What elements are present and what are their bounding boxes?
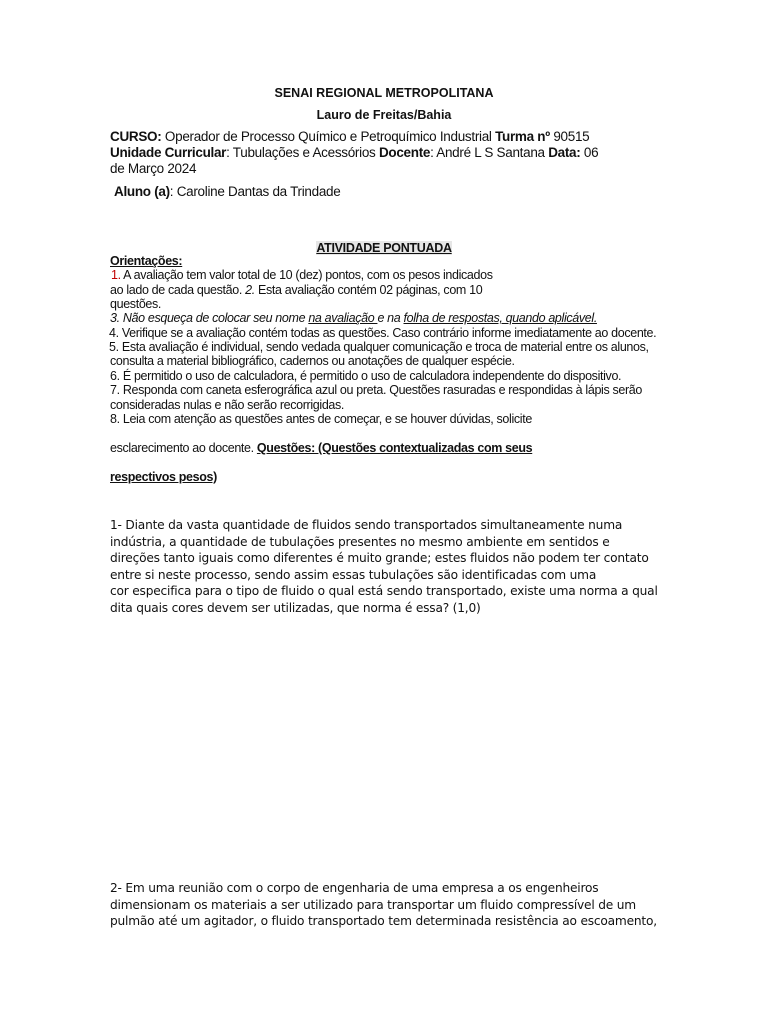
docente-label: Docente	[378, 145, 431, 160]
instruction-1-2	[110, 283, 482, 298]
instruction-3	[110, 311, 597, 326]
course-line	[110, 129, 589, 144]
instruction-2-text: Esta avaliação contém 02 páginas, com 10	[254, 283, 483, 297]
instruction-1-number: 1.	[111, 268, 121, 282]
unit-line	[110, 145, 598, 160]
instruction-4: 4. Verifique se a avaliação contém todas as questões. Caso contrário informe imediatamente ao docente.	[109, 326, 657, 340]
unidade-label: Unidade Curricular	[110, 145, 227, 160]
instruction-2-number: 2.	[245, 283, 255, 297]
header-institution: SENAI REGIONAL METROPOLITANA	[274, 86, 494, 100]
instruction-1-text: A avaliação tem valor total de 10 (dez) pontos, com os pesos indicados	[120, 268, 493, 282]
instruction-1	[111, 268, 493, 283]
question-1-line: indústria, a quantidade de tubulações presentes no mesmo ambiente em sentidos e	[110, 534, 610, 549]
unidade-value: : Tubulações e Acessórios	[226, 145, 379, 160]
instruction-8-text-b: esclarecimento ao docente.	[110, 441, 257, 455]
instruction-3-text: 3. Não esqueça de colocar seu nome	[110, 311, 309, 325]
instruction-7: 7. Responda com caneta esferográfica azul ou preta. Questões rasuradas e respondidas à lápis serão	[110, 383, 643, 397]
question-1-line: 1- Diante da vasta quantidade de fluidos sendo transportados simultaneamente numa	[110, 518, 623, 532]
instruction-1-text-b: ao lado de cada questão.	[110, 283, 246, 297]
orientacoes-title: Orientações:	[110, 254, 183, 268]
instruction-8-cont	[110, 441, 532, 456]
data-label: Data:	[548, 145, 581, 160]
instruction-3-text-b: e na	[377, 311, 404, 325]
aluno-label: Aluno (a)	[114, 184, 170, 199]
docente-value: : André L S Santana	[430, 145, 549, 160]
curso-label: CURSO:	[110, 129, 162, 144]
question-1	[110, 517, 658, 616]
instruction-5: 5. Esta avaliação é individual, sendo vedada qualquer comunicação e troca de material entre os alunos,	[109, 340, 649, 354]
curso-value: Operador de Processo Químico e Petroquímico Industrial	[161, 129, 496, 144]
data-value-day: 06	[580, 145, 599, 160]
question-2	[110, 880, 657, 930]
aluno-value: : Caroline Dantas da Trindade	[169, 184, 341, 199]
turma-value: 90515	[549, 129, 590, 144]
question-2-line: pulmão até um agitador, o fluido transportado tem determinada resistência ao escoamento,	[110, 914, 657, 928]
activity-title: ATIVIDADE PONTUADA	[316, 241, 452, 255]
instruction-8: 8. Leia com atenção as questões antes de começar, e se houver dúvidas, solicite	[110, 412, 532, 426]
question-1-line: cor especifica para o tipo de fluido o qual está sendo transportado, existe uma norma a qual	[110, 584, 658, 598]
student-line	[114, 184, 340, 199]
question-1-line: dita quais cores devem ser utilizadas, que norma é essa? (1,0)	[110, 600, 481, 615]
question-1-line: direções tanto iguais como diferentes é muito grande; estes fluidos não podem ter contato	[110, 551, 649, 565]
question-2-line: 2- Em uma reunião com o corpo de engenharia de uma empresa a os engenheiros	[110, 881, 599, 895]
question-2-line: dimensionam os materiais a ser utilizado para transportar um fluido compressível de um	[110, 897, 636, 912]
questoes-heading-cont: respectivos pesos)	[110, 470, 217, 484]
instruction-3-underline-2: folha de respostas, quando aplicável.	[403, 311, 597, 325]
instruction-7-cont: consideradas nulas e não serão recorrigidas.	[110, 398, 345, 412]
header-location: Lauro de Freitas/Bahia	[316, 108, 452, 122]
turma-label: Turma nº	[495, 129, 550, 144]
questoes-heading: Questões: (Questões contextualizadas com seus	[256, 441, 533, 455]
instruction-6: 6. É permitido o uso de calculadora, é permitido o uso de calculadora independente do dispositivo.	[110, 369, 622, 383]
instruction-3-underline-1: na avaliação	[308, 311, 378, 325]
question-1-line: entre si neste processo, sendo assim essas tubulações são identificadas com uma	[110, 567, 597, 582]
date-line: de Março 2024	[110, 161, 197, 176]
instruction-2-cont: questões.	[110, 297, 162, 311]
instruction-5-cont: consulta a material bibliográfico, cadernos ou anotações de qualquer espécie.	[110, 354, 515, 368]
